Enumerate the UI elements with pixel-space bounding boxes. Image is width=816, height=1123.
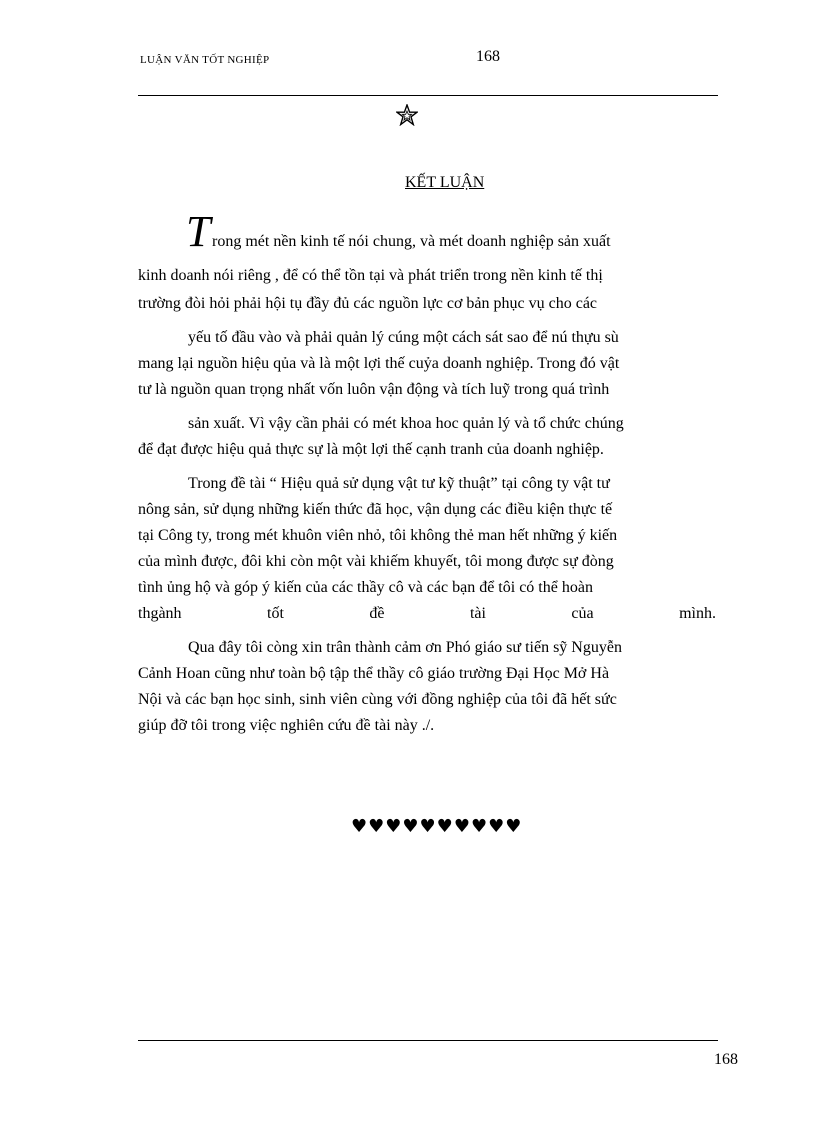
paragraph2-line3: tại Công ty, trong mét khuôn viên nhỏ, tôi không thẻ man hết những ý kiến: [138, 527, 618, 544]
star-outline-icon: [396, 104, 418, 126]
paragraph2-line6: [138, 604, 716, 624]
paragraph1-line2: kinh doanh nói riêng , để có thể tồn tại và phát triển trong nền kinh tế thị: [138, 267, 603, 284]
paragraph1-line7: sản xuất. Vì vậy cần phải có mét khoa hoc quản lý và tổ chức chúng: [188, 415, 624, 432]
word: của: [571, 605, 594, 622]
paragraph1-line6: tư là nguồn quan trọng nhất vốn luôn vận động và tích luỹ trong quá trình: [138, 381, 610, 398]
word: tài: [469, 605, 486, 622]
footer-page-number: 168: [714, 1051, 738, 1068]
section-heading: KẾT LUẬN: [405, 174, 485, 191]
paragraph1-line5: mang lại nguồn hiệu qủa và là một lợi thế cuỷa doanh nghiệp. Trong đó vật: [138, 355, 620, 372]
paragraph2-line1: Trong đề tài “ Hiệu quả sử dụng vật tư kỹ thuật” tại công ty vật tư: [188, 475, 610, 492]
paragraph1-line4: yếu tố đầu vào và phải quản lý cúng một cách sát sao để nú thựu sù: [188, 329, 619, 346]
word: thgành: [138, 605, 182, 622]
paragraph2-line4: của mình được, đôi khi còn một vài khiếm khuyết, tôi mong được sự đòng: [138, 553, 614, 570]
word: tốt: [267, 605, 284, 622]
paragraph2-line5: tình ủng hộ và góp ý kiến của các thầy cô và các bạn để tôi có thể hoàn: [138, 579, 593, 596]
paragraph1-line3: trường đòi hỏi phải hội tụ đầy đủ các nguồn lực cơ bản phục vụ cho các: [138, 295, 598, 312]
header-page-number: 168: [476, 48, 500, 65]
dropcap-letter: T: [186, 207, 211, 256]
header-divider: [138, 95, 718, 96]
header-title: LUẬN VĂN TỐT NGHIỆP: [140, 54, 270, 66]
footer-divider: [138, 1040, 718, 1041]
paragraph2-line2: nông sản, sử dụng những kiến thức đã học, vận dụng các điều kiện thực tế: [138, 501, 613, 518]
paragraph3-line4: giúp đỡ tôi trong việc nghiên cứu đề tài này ./.: [138, 717, 435, 734]
paragraph3-line1: Qua đây tôi còng xin trân thành cảm ơn Phó giáo sư tiến sỹ Nguyễn: [188, 639, 622, 656]
paragraph1-line8: để đạt được hiệu quả thực sự là một lợi thế cạnh tranh của doanh nghiệp.: [138, 441, 604, 458]
paragraph3-line3: Nội và các bạn học sinh, sinh viên cùng với đồng nghiệp của tôi đã hết sức: [138, 691, 617, 708]
word: mình.: [679, 605, 716, 622]
paragraph1-line1: rong mét nền kinh tế nói chung, và mét doanh nghiệp sản xuất: [212, 233, 611, 250]
word: đề: [369, 605, 385, 622]
paragraph3-line2: Cảnh Hoan cũng như toàn bộ tập thể thầy cô giáo trường Đại Học Mở Hà: [138, 665, 610, 682]
hearts-ornament: ♥♥♥♥♥♥♥♥♥♥: [351, 816, 523, 837]
